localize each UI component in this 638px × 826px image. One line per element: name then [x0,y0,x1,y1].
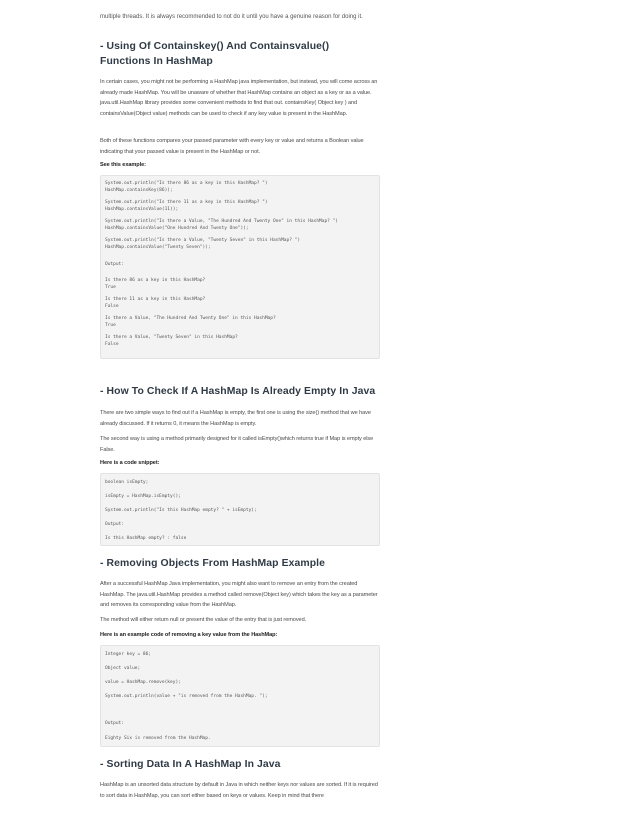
code-line: False [105,341,119,347]
code-line: True [105,284,116,290]
section-heading-sorting: - Sorting Data In A HashMap In Java [100,759,281,770]
code-line: True [105,322,116,328]
section-heading-remove: - Removing Objects From HashMap Example [100,558,326,569]
code-line: False [105,303,119,309]
code-line: System.out.println("Is there 86 as a key in this HashMap? ") [105,181,268,186]
section-paragraph: Both of these functions compares your passed parameter with every key or value and returns a Boolean value indicating that your passed value is present in the HashMap or not. [100,138,364,155]
section-paragraph: There are two simple ways to find out if a HashMap is empty, the first one is using the size() method that we have already discussed. If it returns 0, it means the HashMap is empty. [100,410,371,427]
section-paragraph: The second way is using a method primarily designed for it called isEmpty()which returns true if Map is empty else False. [100,436,374,453]
code-line: boolean isEmpty; [105,480,149,485]
code-block [100,473,380,546]
code-line: HashMap.containsValue("One Hundred And Twenty One")); [105,225,249,231]
code-line: isEmpty = HashMap.isEmpty(); [105,494,181,499]
code-line: Output: [105,522,124,527]
code-line: Object value; [105,666,141,671]
code-line: Is there a Value, "The Hundred And Twenty One" in this HashMap? [105,316,276,321]
code-block [100,645,380,747]
code-line: Output: [105,721,124,726]
clipped-paragraph: multiple threads. It is always recommended to not do it until you have a genuine reason for doing it. [100,14,363,20]
code-line: Is this HashMap empty? : false [105,536,187,541]
code-line: Is there 11 as a key in this HashMap? [105,297,206,302]
code-line: System.out.println("Is there 11 as a key in this HashMap? ") [105,200,268,205]
example-label: Here is a code snippet: [100,460,160,466]
code-line: System.out.println("Is this HashMap empty? " + isEmpty); [105,508,257,513]
section-paragraph: In certain cases, you might not be performing a HashMap java implementation, but instead, you will come across an already made HashMap. You will be unaware of whether that HashMap contains an object as a key or as a value. java.util.HashMap library provides some convenient methods to find that out. containsKey( Object key ) and containsValue(Object value) methods can be used to check if any key value is present in the HashMap. [100,79,378,117]
code-line: Is there a Value, "Twenty Seven" in this HashMap? [105,335,238,340]
code-line: HashMap.containsKey(86)); [105,187,173,193]
code-block [100,175,380,359]
example-label: Here is an example code of removing a key value from the HashMap: [100,632,278,638]
code-line: Integer key = 86; [105,652,152,657]
section-paragraph: After a successful HashMap Java implementation, you might also want to remove an entry from the created HashMap. The java.util.HashMap provides a method called remove(Object key) which takes the key as a parameter and removes its corresponding value from the HashMap. [100,581,378,609]
code-line: value = HashMap.remove(key); [105,680,181,685]
code-line: System.out.println(value + "is removed from the HashMap. "); [105,694,268,699]
code-line: Output: [105,262,124,267]
code-line: HashMap.containsValue(11)); [105,206,179,212]
code-line: Eighty Six is removed from the HashMap. [105,736,211,741]
section-heading-isempty: - How To Check If A HashMap Is Already Empty In Java [100,386,376,397]
section-paragraph: HashMap is an unsorted data structure by default in Java in which neither keys nor values are sorted. If it is required to sort data in HashMap, you can sort either based on keys or values. Keep in mind that there [100,782,378,799]
code-line: System.out.println("Is there a Value, "The Hundred And Twenty One" in this HashMap? ") [105,219,338,224]
example-label: See this example: [100,162,146,168]
section-heading-containskey: - Using Of Containskey() And Containsvalue() Functions In HashMap [100,41,330,67]
code-line: Is there 86 as a key in this HashMap? [105,278,206,283]
code-line: System.out.println("Is there a Value, "Twenty Seven" in this HashMap? ") [105,238,301,243]
code-line: HashMap.containsValue("Twenty Seven")); [105,244,211,250]
section-paragraph: The method will either return null or present the value of the entry that is just removed. [100,617,307,623]
